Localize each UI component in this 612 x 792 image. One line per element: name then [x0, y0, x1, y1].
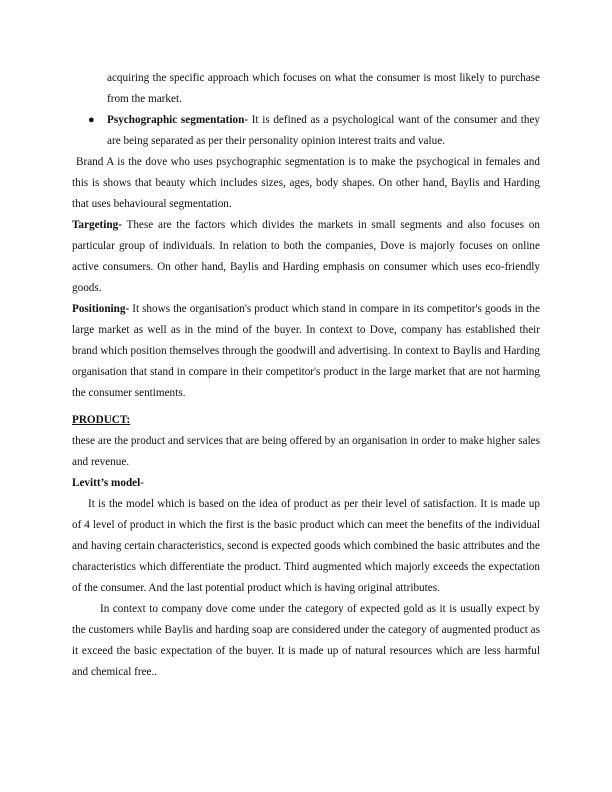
bullet-icon: ●: [88, 114, 95, 126]
paragraph-positioning: [72, 299, 540, 404]
paragraph-levitt-model: It is the model which is based on the idea of product as per their level of satisfaction. It is made up of 4 level of product in which the first is the basic product which can meet the benefits of the individual and having certain characteristics, second is expected goods which combined the basic attributes and the characteristics which differentiate the product. Third augmented which majorly exceeds the expectation of the consumer. And the last potential product which is having original attributes.: [72, 498, 540, 594]
continued-list-text: acquiring the specific approach which focuses on what the consumer is most likely to purchase from the market.: [107, 72, 540, 105]
levitt-suffix: -: [140, 477, 144, 489]
paragraph-product-intro: these are the product and services that are being offered by an organisation in order to make higher sales and revenue.: [72, 435, 540, 468]
text-positioning: It shows the organisation's product which stand in compare in its competitor's goods in the large market as well as in the mind of the buyer. In context to Dove, company has established their brand which position themselves through the goodwill and advertising. In context to Baylis and Harding organisation that stand in compare in their competitor's product in the large market that are not harming the consumer sentiments.: [72, 303, 540, 399]
paragraph-targeting: [72, 215, 540, 299]
term-psychographic: Psychographic segmentation-: [107, 114, 249, 126]
term-positioning: Positioning-: [72, 303, 130, 315]
section-heading-product: PRODUCT:: [72, 414, 131, 426]
bullet-item-psychographic: [72, 110, 540, 152]
paragraph-context-dove: In context to company dove come under the category of expected gold as it is usually expect by the customers while Baylis and harding soap are considered under the category of augmented product as it exceed the basic expectation of the buyer. It is made up of natural resources which are less harmful and chemical free..: [72, 603, 540, 678]
subheading-levitt: [72, 473, 540, 494]
term-levitt: Levitt’s model: [72, 477, 141, 489]
text-psychographic: It is defined as a psychological want of the consumer and they are being separated as per their personality opinion interest traits and value.: [107, 114, 540, 147]
text-targeting: These are the factors which divides the markets in small segments and also focuses on particular group of individuals. In relation to both the companies, Dove is majorly focuses on online active consumers. On other hand, Baylis and Harding emphasis on consumer which uses eco-friendly goods.: [72, 219, 540, 294]
term-targeting: Targeting-: [72, 219, 122, 231]
paragraph-brand: Brand A is the dove who uses psychographic segmentation is to make the psychogical in females and this is shows that beauty which includes sizes, ages, body shapes. On other hand, Baylis and Harding that uses behavioural segmentation.: [72, 156, 540, 210]
